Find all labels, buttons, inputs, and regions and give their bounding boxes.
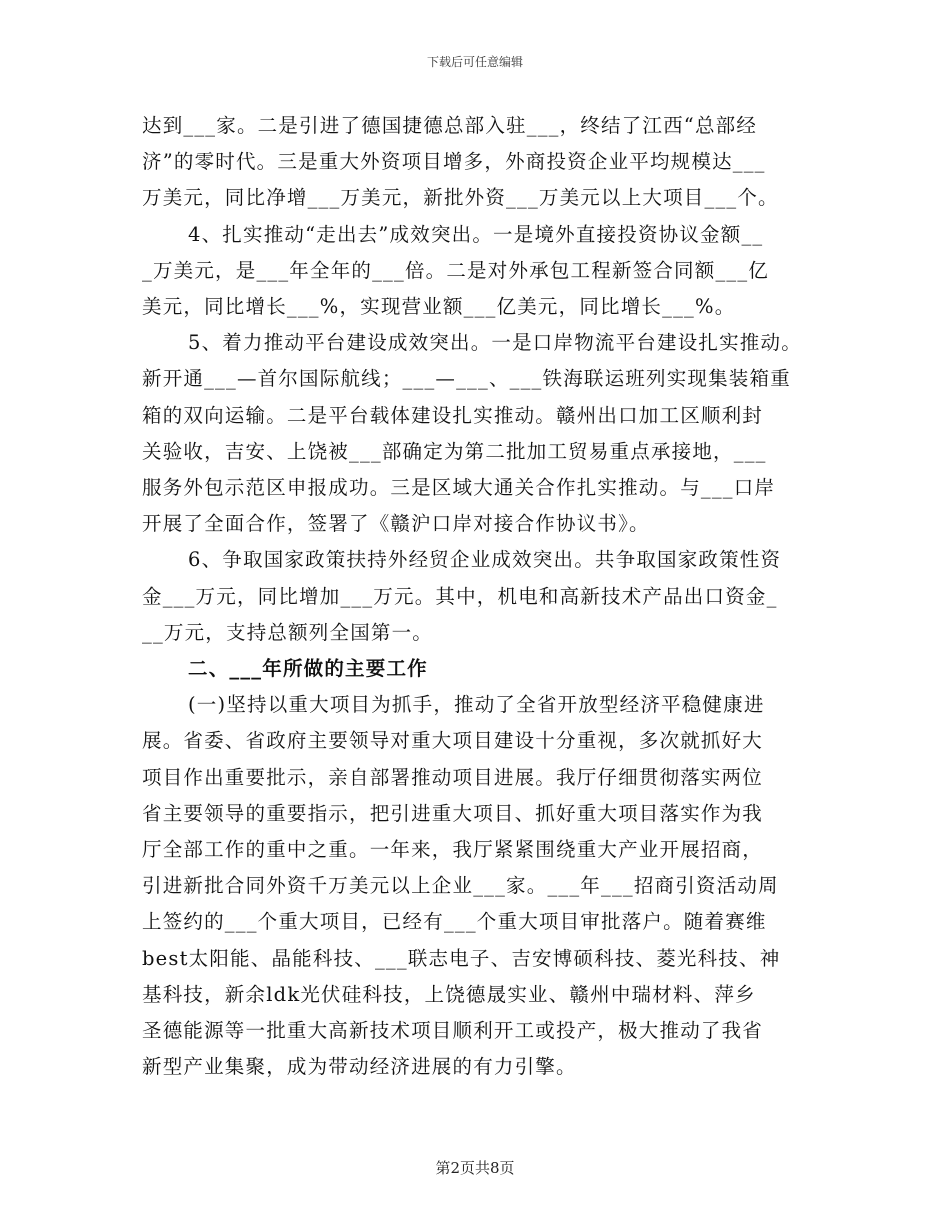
text-line: best太阳能、晶能科技、___联志电子、吉安博硕科技、菱光科技、神 [142,946,781,970]
text-line: 开展了全面合作，签署了《赣沪口岸对接合作协议书》。 [142,512,650,536]
paragraph-item-6 [142,542,814,651]
text-line: 4、扎实推动“走出去”成效突出。一是境外直接投资协议金额__ [188,222,764,246]
text-line: 厅全部工作的重中之重。一年来，我厅紧紧围绕重大产业开展招商， [142,838,764,862]
text-line: 济”的零时代。三是重大外资项目增多，外商投资企业平均规模达___ [142,150,766,174]
page-header: 下载后可任意编辑 [426,55,523,69]
text-line: 引进新批合同外资千万美元以上企业___家。___年___招商引资活动周 [142,874,779,898]
text-line: 服务外包示范区申报成功。三是区域大通关合作扎实推动。与___口岸 [142,476,776,500]
text-line: 新开通___—首尔国际航线；___—___、___铁海联运班列实现集装箱重 [142,367,791,391]
text-line: _万美元，是___年全年的___倍。二是对外承包工程新签合同额___亿 [142,258,770,282]
paragraph-item-5 [142,325,814,542]
text-line: 万美元，同比净增___万美元，新批外资___万美元以上大项目___个。 [142,186,779,210]
text-line: 基科技，新余ldk光伏硅科技，上饶德晟实业、赣州中瑞材料、萍乡 [142,982,756,1006]
text-line: (一)坚持以重大项目为抓手，推动了全省开放型经济平稳健康进 [188,693,765,717]
text-line: 展。省委、省政府主要领导对重大项目建设十分重视，多次就抓好大 [142,729,764,753]
text-line: 上签约的___个重大项目，已经有___个重大项目审批落户。随着赛维 [142,910,767,934]
document-body [142,108,814,1085]
text-line: 新型产业集聚，成为带动经济进展的有力引擎。 [142,1055,577,1079]
paragraph-item-4 [142,217,814,326]
page-footer: 第2页共8页 [435,1159,515,1177]
section-heading: 二、___年所做的主要工作 [188,657,428,681]
text-line: 省主要领导的重要指示，把引进重大项目、抓好重大项目落实作为我 [142,801,764,825]
text-line: 箱的双向运输。二是平台载体建设扎实推动。赣州出口加工区顺利封 [142,403,764,427]
text-line: 6、争取国家政策扶持外经贸企业成效突出。共争取国家政策性资 [188,548,782,572]
text-line: 圣德能源等一批重大高新技术项目顺利开工或投产，极大推动了我省 [142,1019,764,1043]
paragraph-section-1 [142,687,814,1085]
text-line: 5、着力推动平台建设成效突出。一是口岸物流平台建设扎实推动。 [188,331,802,355]
text-line: 达到___家。二是引进了德国捷德总部入驻___，终结了江西“总部经 [142,114,758,137]
text-line: __万元，支持总额列全国第一。 [142,620,434,644]
text-line: 关验收，吉安、上饶被___部确定为第二批加工贸易重点承接地，___ [142,439,767,463]
text-line: 项目作出重要批示，亲自部署推动项目进展。我厅仔细贯彻落实两位 [142,765,764,789]
text-line: 金___万元，同比增加___万元。其中，机电和高新技术产品出口资金_ [142,584,778,608]
paragraph-intro [142,108,814,217]
text-line: 美元，同比增长___%，实现营业额___亿美元，同比增长___%。 [142,295,736,319]
